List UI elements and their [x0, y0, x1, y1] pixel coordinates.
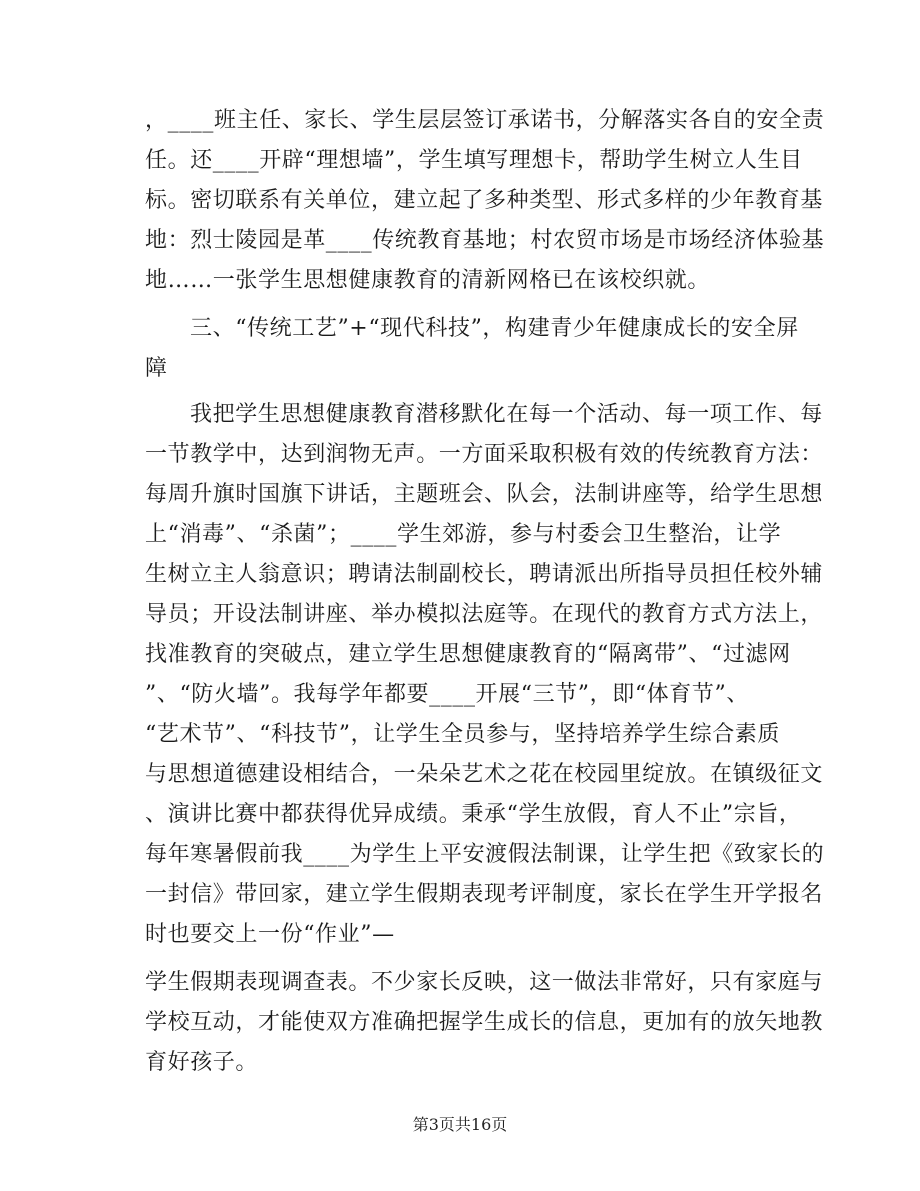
paragraph-line: 我把学生思想健康教育潜移默化在每一个活动、每一项工作、每: [190, 402, 823, 427]
paragraph-line: 时也要交上一份“作业”—: [145, 922, 395, 947]
paragraph-line: 与思想道德建设相结合，一朵朵艺术之花在校园里绽放。在镇级征文: [145, 762, 824, 787]
paragraph-line: 每周升旗时国旗下讲话，主题班会、队会，法制讲座等，给学生思想: [145, 482, 824, 507]
page-number-footer: 第3页共16页: [412, 1115, 508, 1134]
paragraph-line: 、演讲比赛中都获得优异成绩。秉承“学生放假，育人不止”宗旨，: [145, 802, 802, 827]
paragraph-line: 学校互动，才能使双方准确把握学生成长的信息，更加有的放矢地教: [145, 1010, 824, 1035]
paragraph-line: 一节教学中，达到润物无声。一方面采取积极有效的传统教育方法：: [145, 442, 824, 467]
paragraph-line: 育好孩子。: [145, 1050, 259, 1075]
section-heading-line: 三、“传统工艺”+“现代科技”，构建青少年健康成长的安全屏: [190, 316, 799, 341]
paragraph-line: 地：烈士陵园是革____传统教育基地；村农贸市场是市场经济体验基: [145, 228, 825, 253]
paragraph-line: 学生假期表现调查表。不少家长反映，这一做法非常好，只有家庭与: [145, 970, 824, 995]
paragraph-line: “艺术节”、“科技节”，让学生全员参与，坚持培养学生综合素质: [145, 722, 780, 747]
paragraph-line: 导员；开设法制讲座、举办模拟法庭等。在现代的教育方式方法上，: [145, 602, 824, 627]
section-heading-line: 障: [145, 356, 168, 381]
paragraph-line: 找准教育的突破点，建立学生思想健康教育的“隔离带”、“过滤网: [145, 642, 791, 667]
paragraph-line: 生树立主人翁意识；聘请法制副校长，聘请派出所指导员担任校外辅: [145, 562, 824, 587]
paragraph-line: 每年寒暑假前我____为学生上平安渡假法制课，让学生把《致家长的: [145, 842, 825, 867]
paragraph-line: ，____班主任、家长、学生层层签订承诺书，分解落实各自的安全责: [145, 108, 825, 133]
paragraph-line: 任。还____开辟“理想墙”，学生填写理想卡，帮助学生树立人生目: [145, 148, 803, 173]
paragraph-line: 上“消毒”、“杀菌”；____学生郊游，参与村委会卫生整治，让学: [145, 522, 782, 547]
paragraph-line: ”、“防火墙”。我每学年都要____开展“三节”，即“体育节”、: [145, 682, 749, 707]
paragraph-line: 标。密切联系有关单位，建立起了多种类型、形式多样的少年教育基: [145, 188, 824, 213]
paragraph-line: 地……一张学生思想健康教育的清新网格已在该校织就。: [145, 268, 711, 293]
paragraph-line: 一封信》带回家，建立学生假期表现考评制度，家长在学生开学报名: [145, 882, 824, 907]
